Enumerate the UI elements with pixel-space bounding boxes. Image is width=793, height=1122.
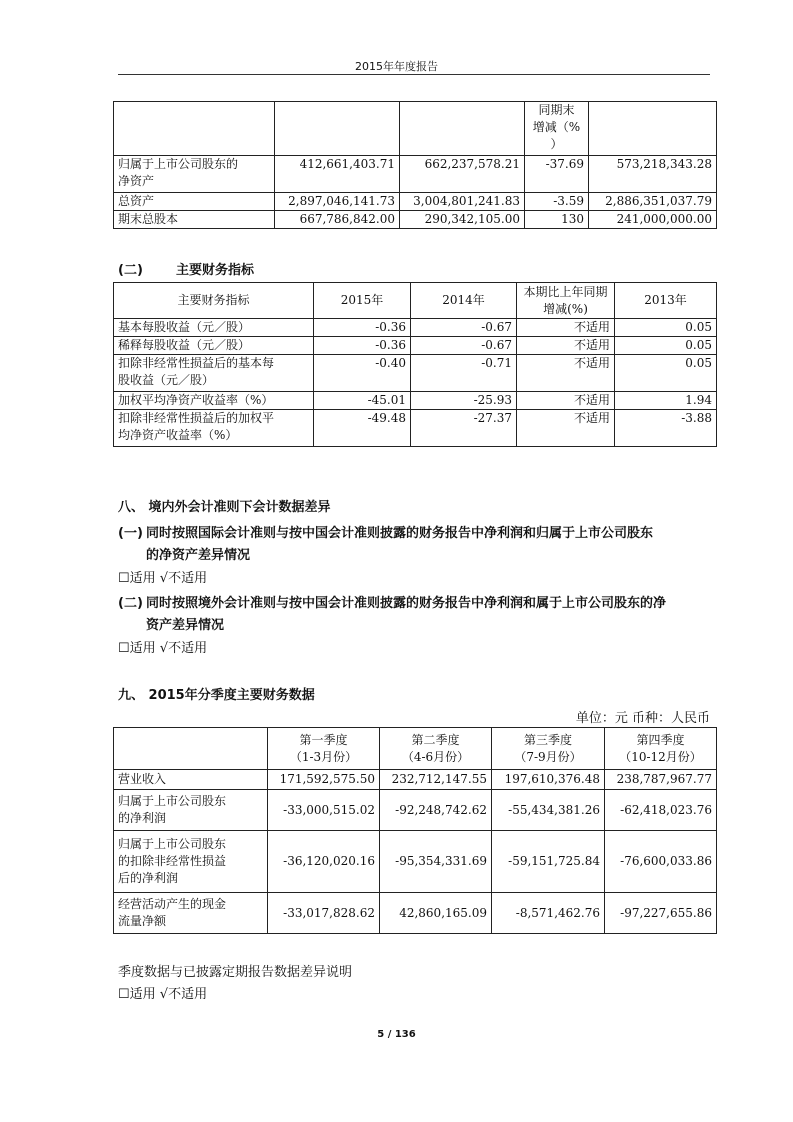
quarterly-discrepancy-note: 季度数据与已披露定期报告数据差异说明 — [118, 965, 353, 980]
table-header-row — [114, 102, 717, 156]
yoy-change-header: 同期末 增减（% ） — [525, 102, 589, 156]
page-number: 5 / 136 — [377, 1029, 416, 1040]
section-8-sub1-number: (一) — [118, 526, 143, 541]
table-header-row: 第一季度 （1-3月份） 第二季度 （4-6月份） 第三季度 （7-9月份） 第四季度 （10-12月份） — [114, 728, 717, 770]
section-8-sub2-number: (二) — [118, 596, 143, 611]
applicability-checkbox: ☐适用 √不适用 — [118, 987, 208, 1002]
key-financial-indicators-table — [113, 282, 717, 447]
table-row: 经营活动产生的现金 流量净额 -33,017,828.62 42,860,165.09 -8,571,462.76 -97,227,655.86 — [114, 893, 717, 934]
page-header: 2015年年度报告 — [355, 60, 438, 73]
table-row: 期末总股本 667,786,842.00 290,342,105.00 130 241,000,000.00 — [114, 211, 717, 229]
section-2-number: (二) — [118, 263, 143, 278]
table-header-row: 主要财务指标 2015年 2014年 本期比上年同期增减(%) 2013年 — [114, 283, 717, 319]
applicability-checkbox: ☐适用 √不适用 — [118, 641, 208, 656]
section-8-title: 八、 境内外会计准则下会计数据差异 — [118, 500, 331, 515]
quarterly-financial-data-table — [113, 727, 717, 934]
table-row: 扣除非经常性损益后的加权平 均净资产收益率（%） -49.48 -27.37 不适用 -3.88 — [114, 410, 717, 447]
table-row: 营业收入 171,592,575.50 232,712,147.55 197,610,376.48 238,787,967.77 — [114, 770, 717, 790]
section-8-sub2-line2: 资产差异情况 — [146, 618, 225, 633]
section-2-title: 主要财务指标 — [176, 263, 255, 278]
section-8-sub2-line1: 同时按照境外会计准则与按中国会计准则披露的财务报告中净利润和属于上市公司股东的净 — [146, 596, 667, 611]
section-9-title: 九、 2015年分季度主要财务数据 — [118, 688, 315, 703]
unit-currency-note: 单位：元 币种：人民币 — [575, 711, 710, 726]
table-row: 归属于上市公司股东 的扣除非经常性损益 后的净利润 -36,120,020.16 -95,354,331.69 -59,151,725.84 -76,600,033.86 — [114, 831, 717, 893]
table-row: 归属于上市公司股东的 净资产 412,661,403.71 662,237,578.21 -37.69 573,218,343.28 — [114, 156, 717, 193]
table-row: 基本每股收益（元／股） -0.36 -0.67 不适用 0.05 — [114, 319, 717, 337]
table-row: 扣除非经常性损益后的基本每 股收益（元／股） -0.40 -0.71 不适用 0.05 — [114, 355, 717, 392]
applicability-checkbox: ☐适用 √不适用 — [118, 571, 208, 586]
header-rule — [118, 74, 710, 75]
table-row: 稀释每股收益（元／股） -0.36 -0.67 不适用 0.05 — [114, 337, 717, 355]
section-8-sub1-line2: 的净资产差异情况 — [146, 548, 251, 563]
table-row: 加权平均净资产收益率（%） -45.01 -25.93 不适用 1.94 — [114, 392, 717, 410]
table-row: 总资产 2,897,046,141.73 3,004,801,241.83 -3.59 2,886,351,037.79 — [114, 193, 717, 211]
table-row: 归属于上市公司股东 的净利润 -33,000,515.02 -92,248,742.62 -55,434,381.26 -62,418,023.76 — [114, 790, 717, 831]
key-accounting-data-table — [113, 101, 717, 229]
section-8-sub1-line1: 同时按照国际会计准则与按中国会计准则披露的财务报告中净利润和归属于上市公司股东 — [146, 526, 654, 541]
